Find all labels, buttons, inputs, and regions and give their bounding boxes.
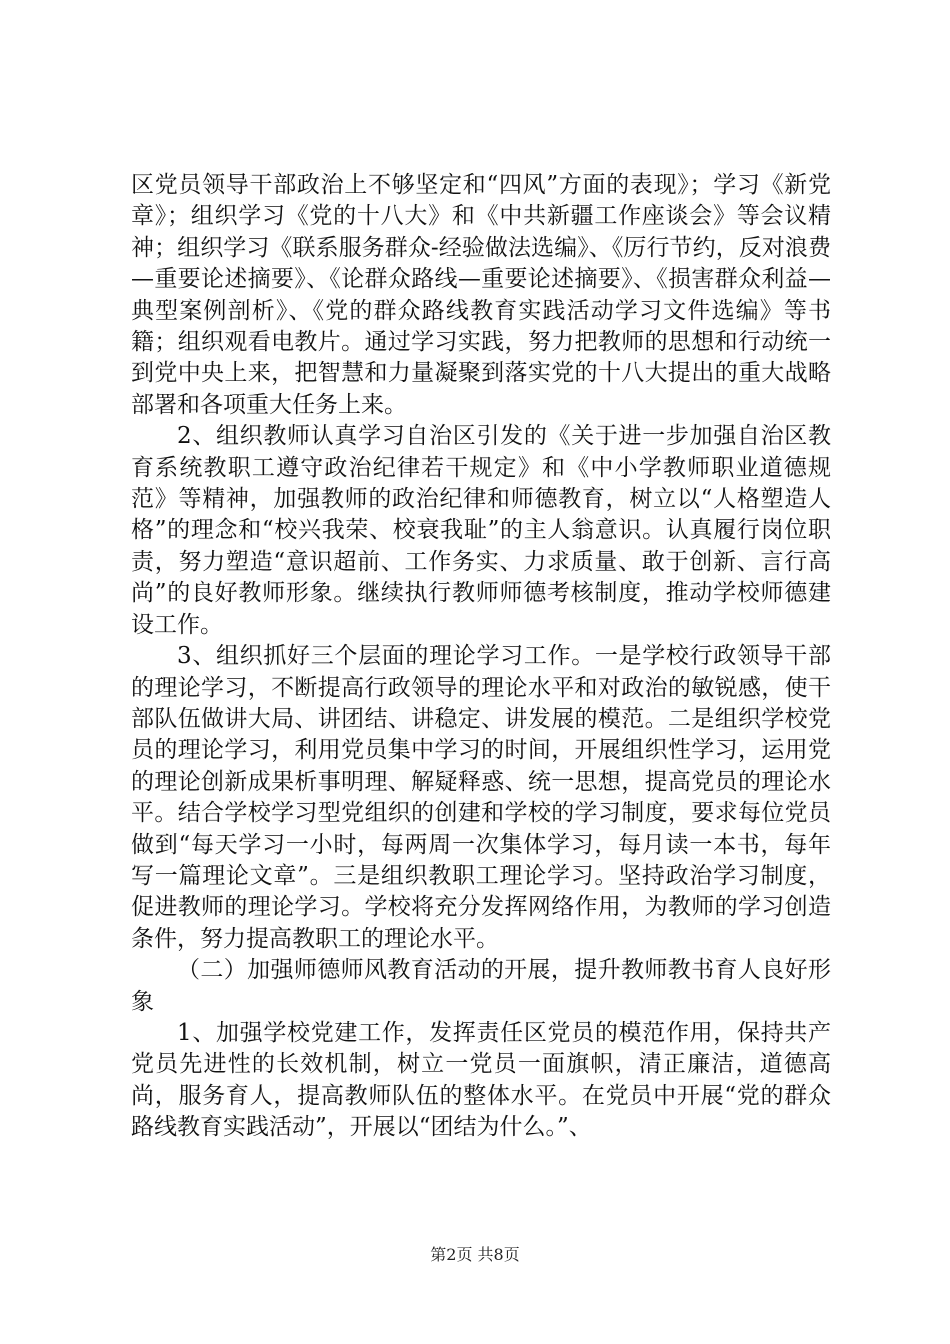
paragraph-item-2-discipline: 2、组织教师认真学习自治区引发的《关于进一步加强自治区教育系统教职工遵守政治纪律若干规定》和《中小学教师职业道德规范》等精神，加强教师的政治纪律和师德教育，树立以“人格塑造人格”的理念和“校兴我荣、校衰我耻”的主人翁意识。认真履行岗位职责，努力塑造“意识超前、工作务实、力求质量、敢于创新、言行高尚”的良好教师形象。继续执行教师师德考核制度，推动学校师德建设工作。 (131, 423, 831, 638)
paragraph-continued-study-list: 区党员领导干部政治上不够坚定和“四风”方面的表现》；学习《新党章》；组织学习《党的十八大》和《中共新疆工作座谈会》等会议精神；组织学习《联系服务群众-经验做法选编》、《厉行节约，反对浪费—重要论述摘要》、《论群众路线—重要论述摘要》、《损害群众利益—典型案例剖析》、《党的群众路线教育实践活动学习文件选编》等书籍；组织观看电教片。通过学习实践，努力把教师的思想和行动统一到党中央上来，把智慧和力量凝聚到落实党的十八大提出的重大战略部署和各项重大任务上来。 (131, 172, 831, 418)
document-body (131, 170, 831, 1144)
section-heading-2: （二）加强师德师风教育活动的开展，提升教师教书育人良好形象 (131, 957, 831, 1015)
paragraph-item-1-party-building: 1、加强学校党建工作，发挥责任区党员的模范作用，保持共产党员先进性的长效机制，树立一党员一面旗帜，清正廉洁，道德高尚，服务育人，提高教师队伍的整体水平。在党员中开展“党的群众路线教育实践活动”，开展以“团结为什么。”、 (131, 1019, 831, 1141)
page-number: 第2页 共8页 (430, 1245, 520, 1264)
page-footer (0, 1245, 950, 1265)
paragraph-item-3-theory-study: 3、组织抓好三个层面的理论学习工作。一是学校行政领导干部的理论学习，不断提高行政领导的理论水平和对政治的敏锐感，使干部队伍做讲大局、讲团结、讲稳定、讲发展的模范。二是组织学校党员的理论学习，利用党员集中学习的时间，开展组织性学习，运用党的理论创新成果析事明理、解疑释惑、统一思想，提高党员的理论水平。结合学校学习型党组织的创建和学校的学习制度，要求每位党员做到“每天学习一小时，每两周一次集体学习，每月读一本书，每年写一篇理论文章”。三是组织教职工理论学习。坚持政治学习制度，促进教师的理论学习。学校将充分发挥网络作用，为教师的学习创造条件，努力提高教职工的理论水平。 (131, 643, 831, 952)
